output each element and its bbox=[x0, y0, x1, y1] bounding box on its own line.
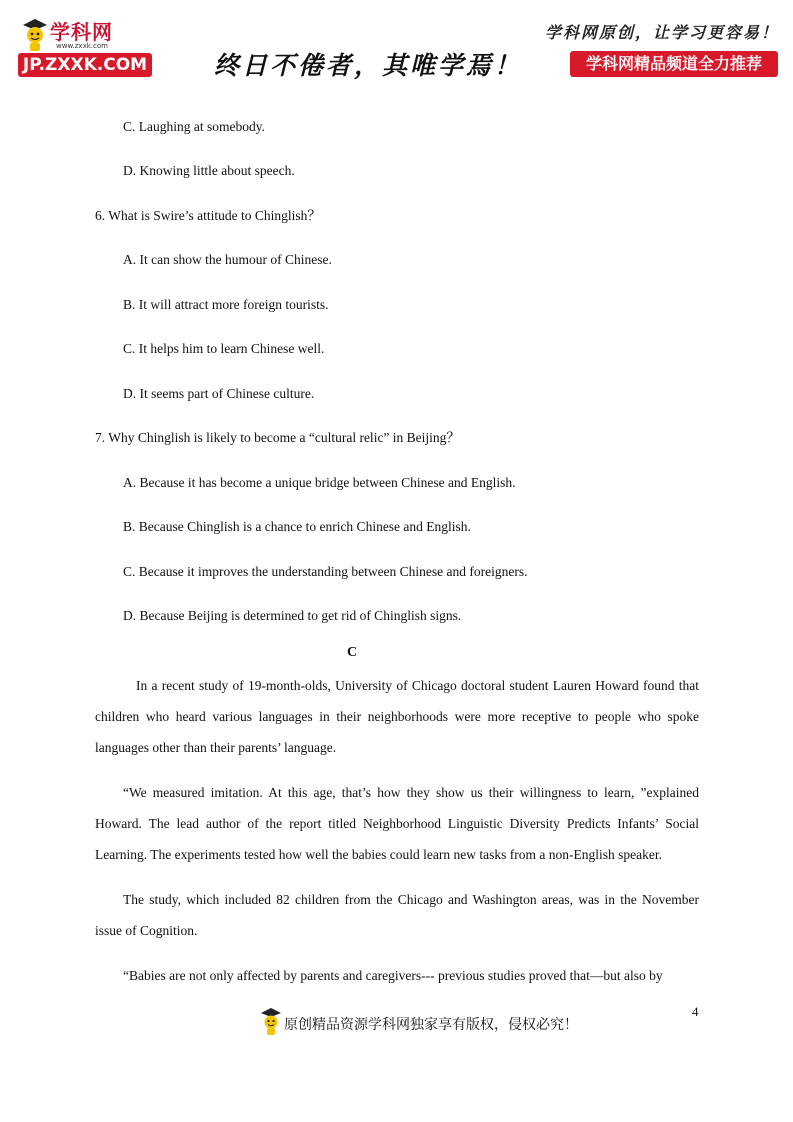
q7-option-c: C. Because it improves the understanding between Chinese and foreigners. bbox=[123, 564, 528, 579]
paragraph-1-text: In a recent study of 19-month-olds, University of Chicago doctoral student Lauren Howard found that children who heard various languages in their neighborhoods were more receptive to people who spoke languages other than their parents’ language. bbox=[95, 678, 699, 755]
site-logo[interactable] bbox=[18, 14, 153, 80]
header-promo-badge[interactable]: 学科网精品频道全力推荐 bbox=[570, 51, 778, 77]
paragraph-3-text: The study, which included 82 children from the Chicago and Washington areas, was in the November issue of Cognition. bbox=[95, 892, 699, 938]
mascot-icon bbox=[259, 1006, 283, 1036]
brand-name: 学科网 bbox=[50, 20, 113, 44]
q7-option-a: A. Because it has become a unique bridge between Chinese and English. bbox=[123, 475, 516, 490]
header-tagline: 学科网原创，让学习更容易！ bbox=[544, 23, 779, 42]
q6-option-a: A. It can show the humour of Chinese. bbox=[123, 252, 332, 267]
section-heading: C bbox=[346, 645, 358, 660]
q6-option-b: B. It will attract more foreign tourists. bbox=[123, 297, 329, 312]
q7-option-d: D. Because Beijing is determined to get rid of Chinglish signs. bbox=[123, 608, 462, 623]
brand-url: www.zxxk.com bbox=[56, 42, 108, 50]
question-7: 7. Why Chinglish is likely to become a “cultural relic” in Beijing？ bbox=[95, 430, 460, 445]
mascot-icon bbox=[20, 16, 50, 52]
paragraph-2 bbox=[95, 777, 699, 870]
option-c-prev: C. Laughing at somebody. bbox=[123, 119, 265, 134]
paragraph-2-text: “We measured imitation. At this age, that’s how they show us their willingness to learn, ”explained Howard. The lead author of the report titled Neighborhood Linguistic Diversity Predicts Infants’ Social Learning. The experiments tested how well the babies could learn new tasks from a non-English speaker. bbox=[95, 785, 699, 862]
footer-copyright-text: 原创精品资源学科网独家享有版权，侵权必究！ bbox=[284, 1017, 578, 1033]
paragraph-4 bbox=[95, 960, 699, 991]
page-number: 4 bbox=[692, 1004, 699, 1019]
paragraph-3 bbox=[95, 884, 699, 946]
q7-option-b: B. Because Chinglish is a chance to enrich Chinese and English. bbox=[123, 519, 471, 534]
question-6: 6. What is Swire’s attitude to Chinglish？ bbox=[95, 208, 321, 223]
q6-option-c: C. It helps him to learn Chinese well. bbox=[123, 341, 325, 356]
option-d-prev: D. Knowing little about speech. bbox=[123, 163, 295, 178]
url-badge[interactable]: JP.ZXXK.COM bbox=[18, 53, 152, 77]
paragraph-1 bbox=[95, 670, 699, 763]
q6-option-d: D. It seems part of Chinese culture. bbox=[123, 386, 315, 401]
header-slogan: 终日不倦者，其唯学焉！ bbox=[214, 51, 523, 80]
paragraph-4-text: “Babies are not only affected by parents and caregivers--- previous studies proved that—but also by bbox=[123, 968, 663, 983]
